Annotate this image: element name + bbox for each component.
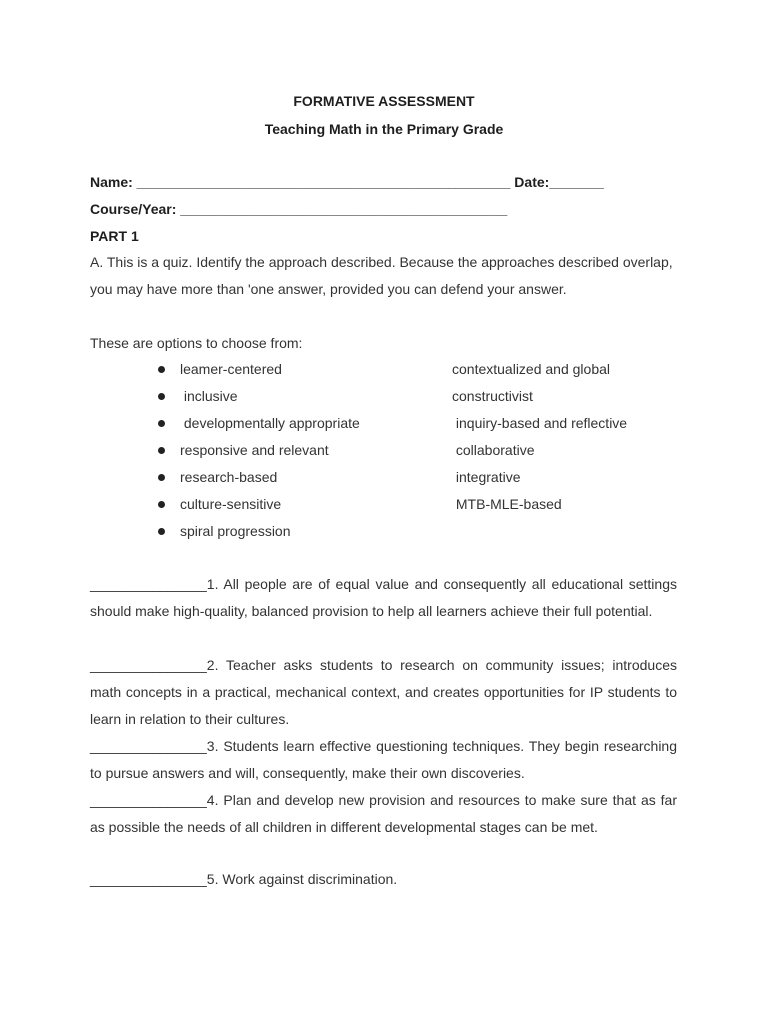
option-item: contextualized and global — [452, 361, 611, 377]
bullet-icon — [158, 528, 165, 535]
option-item: leamer-centered — [180, 361, 282, 377]
question-3: _______________3. Students learn effective questioning techniques. They begin researching to pursue answers and will, consequently, make their own discoveries. — [90, 738, 677, 781]
bullet-icon — [158, 366, 165, 373]
option-item: MTB-MLE-based — [452, 496, 562, 512]
option-item: culture-sensitive — [180, 496, 282, 512]
option-item: research-based — [180, 469, 278, 485]
part-heading: PART 1 — [90, 228, 139, 244]
option-item: developmentally appropriate — [180, 415, 360, 431]
document-subtitle: Teaching Math in the Primary Grade — [264, 121, 504, 137]
document-title: FORMATIVE ASSESSMENT — [293, 93, 475, 109]
question-2: _______________2. Teacher asks students to research on community issues; introduces math concepts in a practical, mechanical context, and creates opportunities for IP students to learn in relation to their cultures. — [90, 657, 677, 727]
question-5: _______________5. Work against discrimination. — [90, 871, 398, 887]
option-item: constructivist — [452, 388, 533, 404]
bullet-icon — [158, 393, 165, 400]
option-item: inquiry-based and reflective — [452, 415, 628, 431]
option-item: inclusive — [180, 388, 238, 404]
bullet-icon — [158, 447, 165, 454]
name-date-field: Name: ________________________________________________ Date:_______ — [90, 174, 604, 190]
instructions-paragraph: A. This is a quiz. Identify the approach described. Because the approaches described overlap, you may have more than 'one answer, provided you can defend your answer. — [90, 254, 673, 297]
options-intro: These are options to choose from: — [90, 335, 303, 351]
question-4: _______________4. Plan and develop new provision and resources to make sure that as far as possible the needs of all children in different developmental stages can be met. — [90, 792, 677, 835]
bullet-icon — [158, 501, 165, 508]
option-item: integrative — [452, 469, 521, 485]
question-1: _______________1. All people are of equal value and consequently all educational settings should make high-quality, balanced provision to help all learners achieve their full potential. — [90, 576, 677, 619]
option-item: responsive and relevant — [180, 442, 329, 458]
bullet-icon — [158, 420, 165, 427]
course-year-field: Course/Year: __________________________________________ — [90, 201, 508, 217]
option-item: spiral progression — [180, 523, 291, 539]
option-item: collaborative — [452, 442, 535, 458]
bullet-icon — [158, 474, 165, 481]
